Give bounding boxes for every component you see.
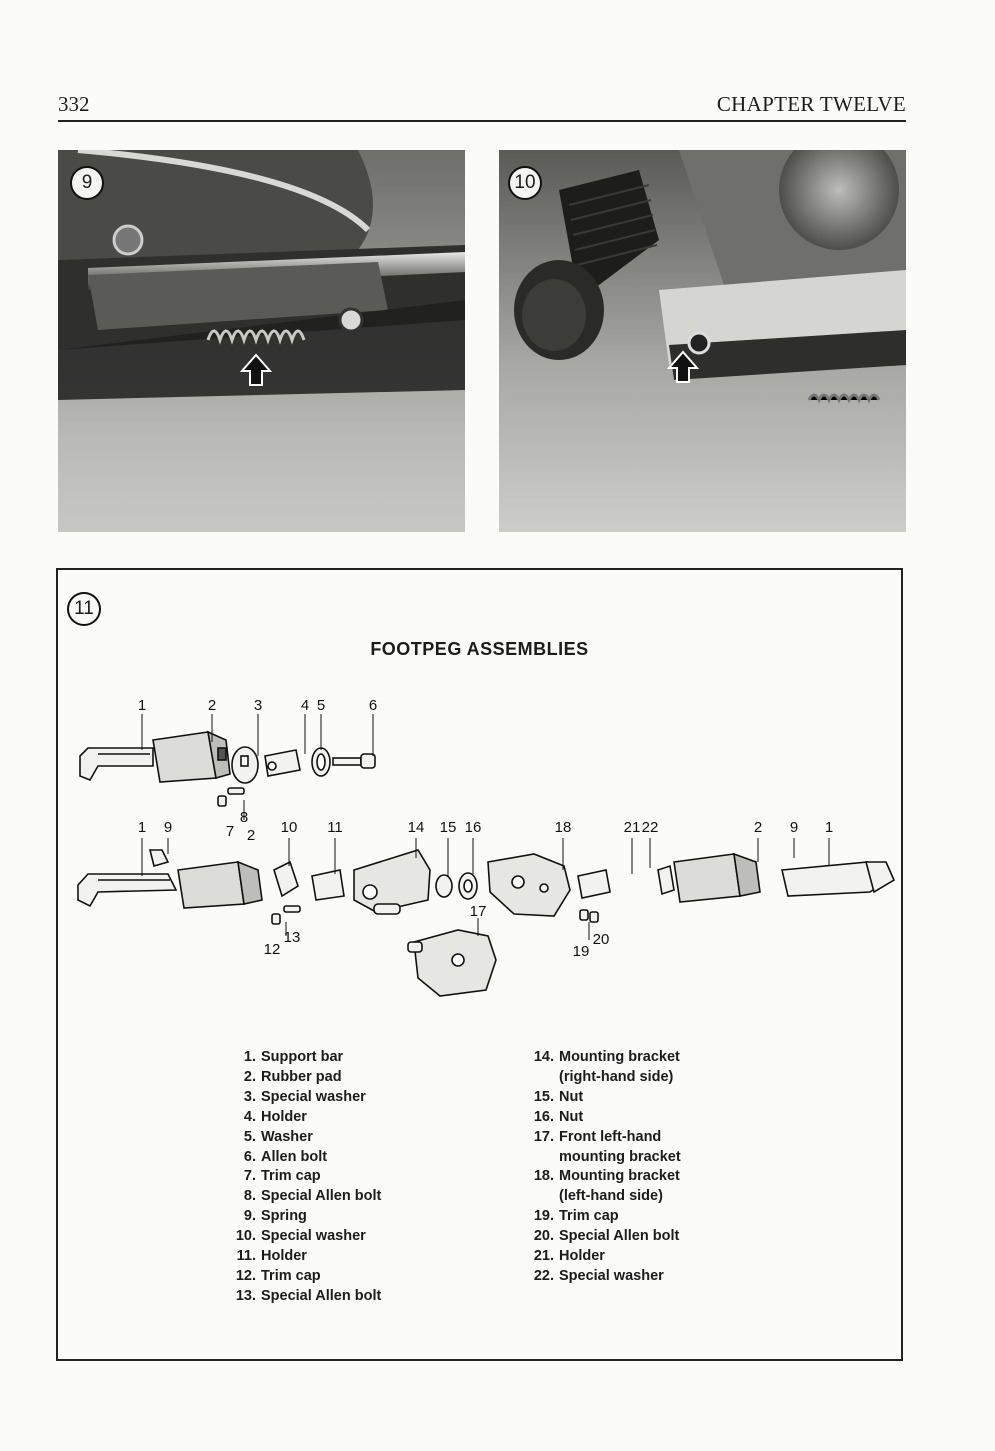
legend-text: Washer [261,1128,313,1145]
legend-number [526,1187,554,1207]
callout-bottom-1b: 1 [824,819,834,836]
chapter-title: CHAPTER TWELVE [716,92,906,116]
diagram-title: FOOTPEG ASSEMBLIES [370,639,589,659]
bottom-nuts [436,873,477,899]
figure-11-badge: 11 [67,592,101,626]
legend-item [228,1068,381,1088]
legend-item [526,1128,681,1148]
legend-number: 5. [243,1128,256,1145]
bottom-mounting-bracket-right [354,850,430,914]
legend-item [526,1167,681,1187]
legend-number: 21. [533,1248,554,1265]
legend-number: 11. [236,1248,256,1265]
top-allen-bolt [333,754,375,768]
legend-number: 3. [243,1088,256,1105]
callout-bottom-9: 9 [163,819,173,836]
front-left-mounting-bracket [408,930,496,996]
legend-number: 15. [533,1088,554,1105]
legend-item [526,1108,681,1128]
legend-item [526,1068,681,1088]
page-number: 332 [58,92,90,116]
top-support-bar [80,748,153,780]
legend-number: 19. [533,1208,554,1225]
legend-item [228,1128,381,1148]
bottom-mounting-bracket-left [488,854,570,916]
callout-top-2b: 2 [246,827,256,844]
legend-text: Special Allen bolt [261,1188,382,1205]
legend-text: Trim cap [261,1267,321,1284]
legend-item [228,1108,381,1128]
top-washer [312,748,330,776]
callout-top-2: 2 [207,697,217,714]
top-holder [265,750,300,776]
legend-number: 13. [235,1287,256,1304]
legend-item [228,1207,381,1227]
photo-figure-10 [499,150,906,532]
callout-bottom-12: 12 [263,941,281,958]
legend-item [526,1247,681,1267]
page-header [58,92,906,122]
legend-text: Trim cap [559,1208,619,1225]
legend-item [526,1187,681,1207]
legend-number: 12. [235,1267,256,1284]
callout-bottom-20: 20 [592,931,610,948]
legend-item [526,1227,681,1247]
legend-text: (left-hand side) [559,1188,663,1205]
legend-item [228,1227,381,1247]
callout-bottom-2: 2 [753,819,763,836]
callout-bottom-19: 19 [572,943,590,960]
top-trim-cap-bolt [218,788,244,806]
legend-item [228,1187,381,1207]
legend-item [228,1148,381,1168]
legend-item [228,1167,381,1187]
figure-11-frame [56,568,903,1361]
callout-bottom-11: 11 [327,819,343,836]
legend-number: 6. [243,1148,256,1165]
legend-number: 17. [533,1128,554,1145]
legend-text: Mounting bracket [559,1168,680,1185]
legend-text: Trim cap [261,1168,321,1185]
callout-bottom-16: 16 [464,819,482,836]
legend-text: Mounting bracket [559,1049,680,1065]
photo-10-image [499,150,906,532]
callout-bottom-21: 21 [623,819,641,836]
legend-number: 1. [243,1049,256,1065]
callout-bottom-17: 17 [469,903,487,920]
callout-bottom-14: 14 [407,819,425,836]
legend-number: 10. [235,1228,256,1245]
legend-item [228,1247,381,1267]
legend-item [526,1267,681,1287]
legend-right [526,1048,681,1287]
callout-bottom-15: 15 [439,819,457,836]
photo-9-image [58,150,465,532]
callout-bottom-22: 22 [641,819,659,836]
callout-bottom-18: 18 [554,819,572,836]
legend-text: Allen bolt [261,1148,328,1165]
legend-text: Support bar [261,1049,344,1065]
legend-number: 14. [533,1049,554,1065]
legend-text: Special washer [261,1228,366,1245]
legend-text: Spring [261,1208,307,1225]
bottom-rubber-pad-left [178,862,262,908]
callout-top-6: 6 [368,697,378,714]
legend-item [526,1088,681,1108]
legend-text: Front left-hand [559,1128,662,1145]
footpeg-exploded-diagram [58,570,901,1040]
callout-top-7: 7 [225,823,235,840]
legend-text: (right-hand side) [559,1068,674,1085]
legend-text: Rubber pad [261,1068,342,1085]
legend-text: Special washer [261,1088,366,1105]
legend-item [228,1287,381,1307]
figure-10-badge: 10 [508,166,542,200]
bottom-holder-left [312,870,344,900]
legend-number: 7. [243,1168,256,1185]
callout-bottom-10: 10 [280,819,298,836]
legend-text: Special washer [559,1267,664,1284]
legend-item [526,1207,681,1227]
legend-text: Special Allen bolt [261,1287,382,1304]
bottom-support-bar-right [782,862,894,896]
callout-bottom-9b: 9 [789,819,799,836]
legend-number: 9. [243,1208,256,1225]
legend-item [526,1148,681,1168]
legend-number: 16. [533,1108,554,1125]
legend-item [228,1267,381,1287]
top-rubber-pad [153,732,230,782]
legend-number [526,1148,554,1168]
bottom-special-washer-left [274,862,298,896]
legend-left [228,1048,381,1307]
legend-number: 8. [243,1188,256,1205]
legend-number: 18. [533,1168,554,1185]
callout-top-8: 8 [239,809,249,826]
legend-number: 4. [243,1108,256,1125]
bottom-spring-left [150,850,168,866]
legend-number [526,1068,554,1088]
callout-bottom-13: 13 [283,929,301,946]
callout-top-1: 1 [137,697,147,714]
legend-text: Special Allen bolt [559,1228,680,1245]
legend-text: Nut [559,1108,584,1125]
photo-figure-9 [58,150,465,532]
legend-number: 2. [243,1068,256,1085]
bottom-rubber-pad-right [658,854,760,902]
figure-9-badge: 9 [70,166,104,200]
callout-top-3: 3 [253,697,263,714]
top-special-washer [232,747,258,783]
callout-top-4: 4 [300,697,310,714]
legend-item [228,1048,381,1068]
legend-text: Nut [559,1088,584,1105]
callout-bottom-1: 1 [137,819,147,836]
legend-text: Holder [261,1248,307,1265]
legend-text: Holder [261,1108,307,1125]
callout-top-5: 5 [316,697,326,714]
legend-number: 22. [533,1267,554,1284]
legend-item [228,1088,381,1108]
legend-text: mounting bracket [559,1148,681,1165]
legend-text: Holder [559,1248,605,1265]
bottom-support-bar-left [78,874,176,906]
legend-number: 20. [533,1228,554,1245]
legend-item [526,1048,681,1068]
